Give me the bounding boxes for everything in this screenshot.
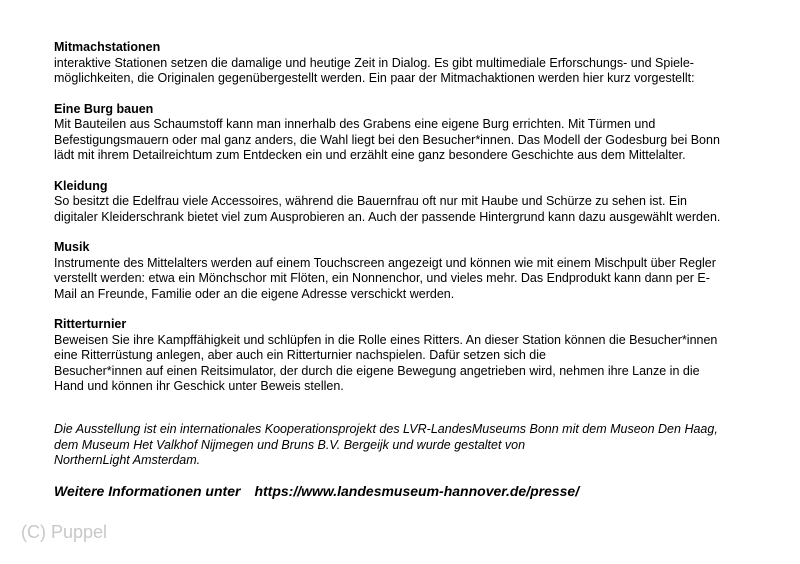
section-heading: Eine Burg bauen [54,101,154,116]
paragraph-line: Mit Bauteilen aus Schaumstoff kann man innerhalb des Grabens eine eigene Burg errichten. Mit Türmen und [54,117,656,131]
paragraph-line: lädt mit ihrem Detailreichtum zum Entdecken ein und erzählt eine ganz besondere Geschichte aus dem Mittelalter. [54,148,686,162]
section-kleidung [54,179,774,226]
section-heading: Mitmachstationen [54,40,161,54]
paragraph-line: digitaler Kleiderschrank bietet viel zum Ausprobieren an. Auch der passende Hintergrund kann dazu ausgewählt werden. [54,209,721,224]
section-musik [54,240,774,302]
more-info-label: Weitere Informationen unter [54,483,241,499]
paragraph-line: So besitzt die Edelfrau viele Accessoires, während die Bauernfrau oft nur mit Haube und Schürze zu sehen ist. Ein [54,194,687,208]
document-body [54,40,774,410]
paragraph-line: Hand und können ihr Geschick unter Beweis stellen. [54,379,344,393]
section-eine-burg-bauen [54,102,774,164]
credits-line: dem Museum Het Valkhof Nijmegen und Bruns B.V. Bergeijk und wurde gestaltet von [54,437,526,452]
paragraph-line: Instrumente des Mittelalters werden auf einem Touchscreen angezeigt und können wie mit einem Mischpult über Regler [54,255,716,270]
section-mitmachstationen [54,40,774,87]
paragraph-line: Befestigungsmauern oder mal ganz anders, die Wahl liegt bei den Besucher*innen. Das Modell der Godesburg bei Bonn [54,132,720,147]
section-ritterturnier [54,317,774,395]
paragraph-line: verstellt werden: etwa ein Mönchschor mit Flöten, ein Nonnenchor, und vieles mehr. Das Endprodukt kann dann per E- [54,271,710,285]
copyright-watermark: (C) Puppel [21,522,108,542]
paragraph-line: Mail an Freunde, Familie oder an die eigene Adresse verschickt werden. [54,286,455,301]
paragraph-line: eine Ritterrüstung anlegen, aber auch ein Ritterturnier nachspielen. Dafür setzen sich die [54,348,546,362]
paragraph-line: Besucher*innen auf einen Reitsimulator, der durch die eigene Bewegung angetrieben wird, nehmen ihre Lanze in die [54,363,700,378]
paragraph-line: möglichkeiten, die Originalen gegenübergestellt werden. Ein paar der Mitmachaktionen werden hier kurz vorgestellt: [54,71,695,85]
paragraph-line: Beweisen Sie ihre Kampffähigkeit und schlüpfen in die Rolle eines Ritters. An dieser Station können die Besucher*innen [54,332,718,347]
credits-line: NorthernLight Amsterdam. [54,453,201,467]
section-heading: Ritterturnier [54,317,127,331]
credits-note [54,422,718,469]
credits-line: Die Ausstellung ist ein internationales Kooperationsprojekt des LVR-LandesMuseums Bonn mit dem Museon Den Haag, [54,422,718,436]
section-heading: Kleidung [54,178,108,193]
paragraph-line: interaktive Stationen setzen die damalige und heutige Zeit in Dialog. Es gibt multimediale Erforschungs- und Spiele- [54,55,694,70]
more-info-url: https://www.landesmuseum-hannover.de/presse/ [254,483,580,499]
more-info [54,483,579,499]
section-heading: Musik [54,240,90,254]
